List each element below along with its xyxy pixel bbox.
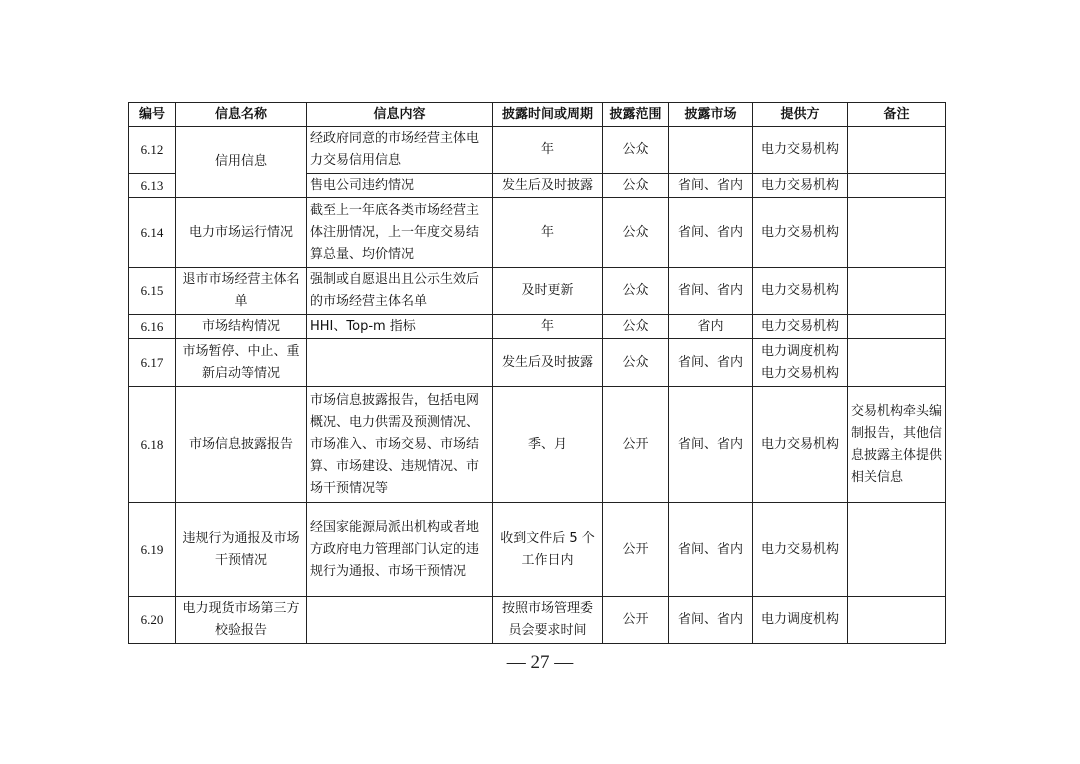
row-period: 发生后及时披露 <box>493 174 603 198</box>
row-id: 6.12 <box>129 127 176 174</box>
header-market: 披露市场 <box>669 103 753 127</box>
page-number: — 27 — <box>506 652 574 673</box>
header-name: 信息名称 <box>176 103 307 127</box>
row-name: 市场信息披露报告 <box>176 387 307 503</box>
header-period: 披露时间或周期 <box>493 103 603 127</box>
row-provider: 电力交易机构 <box>753 268 848 315</box>
row-period: 年 <box>493 315 603 339</box>
row-market: 省内 <box>669 315 753 339</box>
row-content: 市场信息披露报告，包括电网概况、电力供需及预测情况、市场准入、市场交易、市场结算、市场建设、违规情况、市场干预情况等 <box>307 387 493 503</box>
row-remark <box>848 339 946 387</box>
table-row <box>129 503 946 597</box>
header-scope: 披露范围 <box>603 103 669 127</box>
table-row <box>129 597 946 644</box>
row-market: 省间、省内 <box>669 597 753 644</box>
row-scope: 公众 <box>603 198 669 268</box>
row-id: 6.19 <box>129 503 176 597</box>
row-market: 省间、省内 <box>669 387 753 503</box>
row-id: 6.16 <box>129 315 176 339</box>
row-provider: 电力交易机构 <box>753 387 848 503</box>
table-row <box>129 127 946 174</box>
row-period: 收到文件后 5 个工作日内 <box>493 503 603 597</box>
row-id: 6.20 <box>129 597 176 644</box>
row-remark <box>848 597 946 644</box>
row-id: 6.14 <box>129 198 176 268</box>
row-market: 省间、省内 <box>669 503 753 597</box>
row-scope: 公开 <box>603 597 669 644</box>
row-market: 省间、省内 <box>669 339 753 387</box>
row-content: HHI、Top-m 指标 <box>307 315 493 339</box>
row-provider <box>753 339 848 387</box>
provider-dispatch: 电力调度机构 <box>760 343 839 359</box>
header-id: 编号 <box>129 103 176 127</box>
row-market: 省间、省内 <box>669 268 753 315</box>
row-id: 6.13 <box>129 174 176 198</box>
row-provider: 电力交易机构 <box>753 174 848 198</box>
row-provider: 电力交易机构 <box>753 198 848 268</box>
row-period: 季、月 <box>493 387 603 503</box>
row-remark <box>848 174 946 198</box>
row-name: 退市市场经营主体名单 <box>176 268 307 315</box>
table-row <box>129 387 946 503</box>
header-remark: 备注 <box>848 103 946 127</box>
row-remark <box>848 503 946 597</box>
row-period: 年 <box>493 198 603 268</box>
row-content <box>307 339 493 387</box>
row-content: 强制或自愿退出且公示生效后的市场经营主体名单 <box>307 268 493 315</box>
row-provider: 电力交易机构 <box>753 503 848 597</box>
row-name: 电力现货市场第三方校验报告 <box>176 597 307 644</box>
row-content: 截至上一年底各类市场经营主体注册情况，上一年度交易结算总量、均价情况 <box>307 198 493 268</box>
row-provider: 电力交易机构 <box>753 315 848 339</box>
header-provider: 提供方 <box>753 103 848 127</box>
row-scope: 公众 <box>603 339 669 387</box>
row-id: 6.17 <box>129 339 176 387</box>
row-market <box>669 127 753 174</box>
row-name: 信用信息 <box>176 127 307 198</box>
row-scope: 公众 <box>603 268 669 315</box>
row-content: 售电公司违约情况 <box>307 174 493 198</box>
provider-trading: 电力交易机构 <box>760 365 839 381</box>
row-period: 按照市场管理委员会要求时间 <box>493 597 603 644</box>
row-scope: 公众 <box>603 127 669 174</box>
row-remark <box>848 315 946 339</box>
row-id: 6.15 <box>129 268 176 315</box>
row-provider: 电力调度机构 <box>753 597 848 644</box>
row-content: 经国家能源局派出机构或者地方政府电力管理部门认定的违规行为通报、市场干预情况 <box>307 503 493 597</box>
row-market: 省间、省内 <box>669 198 753 268</box>
row-content <box>307 597 493 644</box>
table-row <box>129 198 946 268</box>
row-scope: 公众 <box>603 315 669 339</box>
table-row <box>129 315 946 339</box>
row-name: 市场结构情况 <box>176 315 307 339</box>
row-scope: 公开 <box>603 503 669 597</box>
table-row <box>129 339 946 387</box>
row-remark <box>848 127 946 174</box>
row-period: 及时更新 <box>493 268 603 315</box>
row-id: 6.18 <box>129 387 176 503</box>
table-row <box>129 268 946 315</box>
row-remark <box>848 198 946 268</box>
row-scope: 公开 <box>603 387 669 503</box>
disclosure-table <box>128 102 946 644</box>
row-scope: 公众 <box>603 174 669 198</box>
row-name: 违规行为通报及市场干预情况 <box>176 503 307 597</box>
row-period: 年 <box>493 127 603 174</box>
table-header-row <box>129 103 946 127</box>
row-remark: 交易机构牵头编制报告，其他信息披露主体提供相关信息 <box>848 387 946 503</box>
row-market: 省间、省内 <box>669 174 753 198</box>
row-remark <box>848 268 946 315</box>
row-provider: 电力交易机构 <box>753 127 848 174</box>
row-content: 经政府同意的市场经营主体电力交易信用信息 <box>307 127 493 174</box>
row-period: 发生后及时披露 <box>493 339 603 387</box>
header-content: 信息内容 <box>307 103 493 127</box>
row-name: 电力市场运行情况 <box>176 198 307 268</box>
row-name: 市场暂停、中止、重新启动等情况 <box>176 339 307 387</box>
